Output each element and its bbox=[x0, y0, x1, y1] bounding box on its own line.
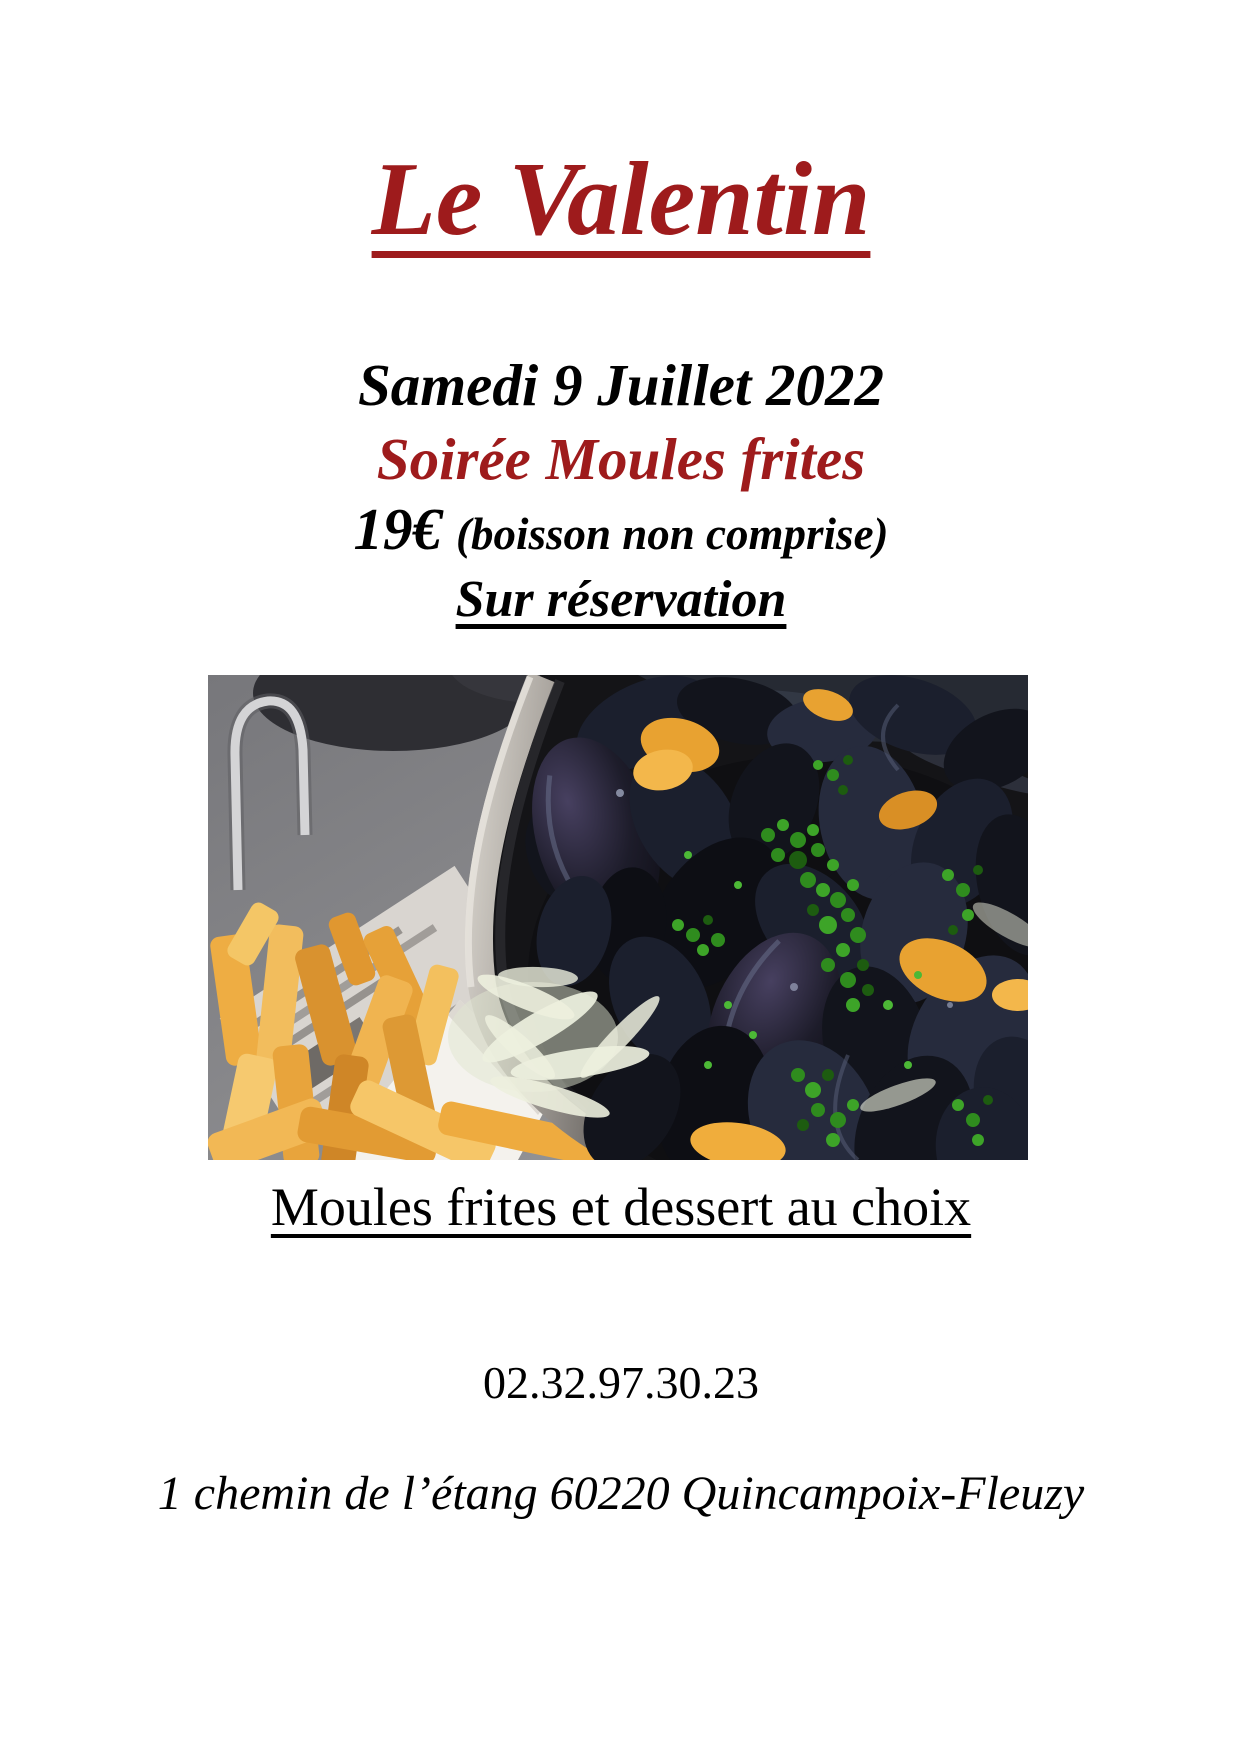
price-line bbox=[0, 496, 1242, 562]
restaurant-title: Le Valentin bbox=[371, 140, 871, 257]
address: 1 chemin de l’étang 60220 Quincampoix-Fleuzy bbox=[157, 1467, 1085, 1520]
reservation-note: Sur réservation bbox=[455, 571, 787, 628]
price: 19€ bbox=[353, 496, 442, 562]
moules-frites-illustration bbox=[208, 675, 1028, 1160]
price-note: (boisson non comprise) bbox=[455, 509, 889, 559]
moules-frites-photo bbox=[208, 675, 1028, 1160]
menu-caption: Moules frites et dessert au choix bbox=[270, 1177, 972, 1237]
phone-number: 02.32.97.30.23 bbox=[483, 1357, 759, 1408]
event-name: Soirée Moules frites bbox=[376, 426, 866, 492]
event-date: Samedi 9 Juillet 2022 bbox=[357, 352, 885, 418]
